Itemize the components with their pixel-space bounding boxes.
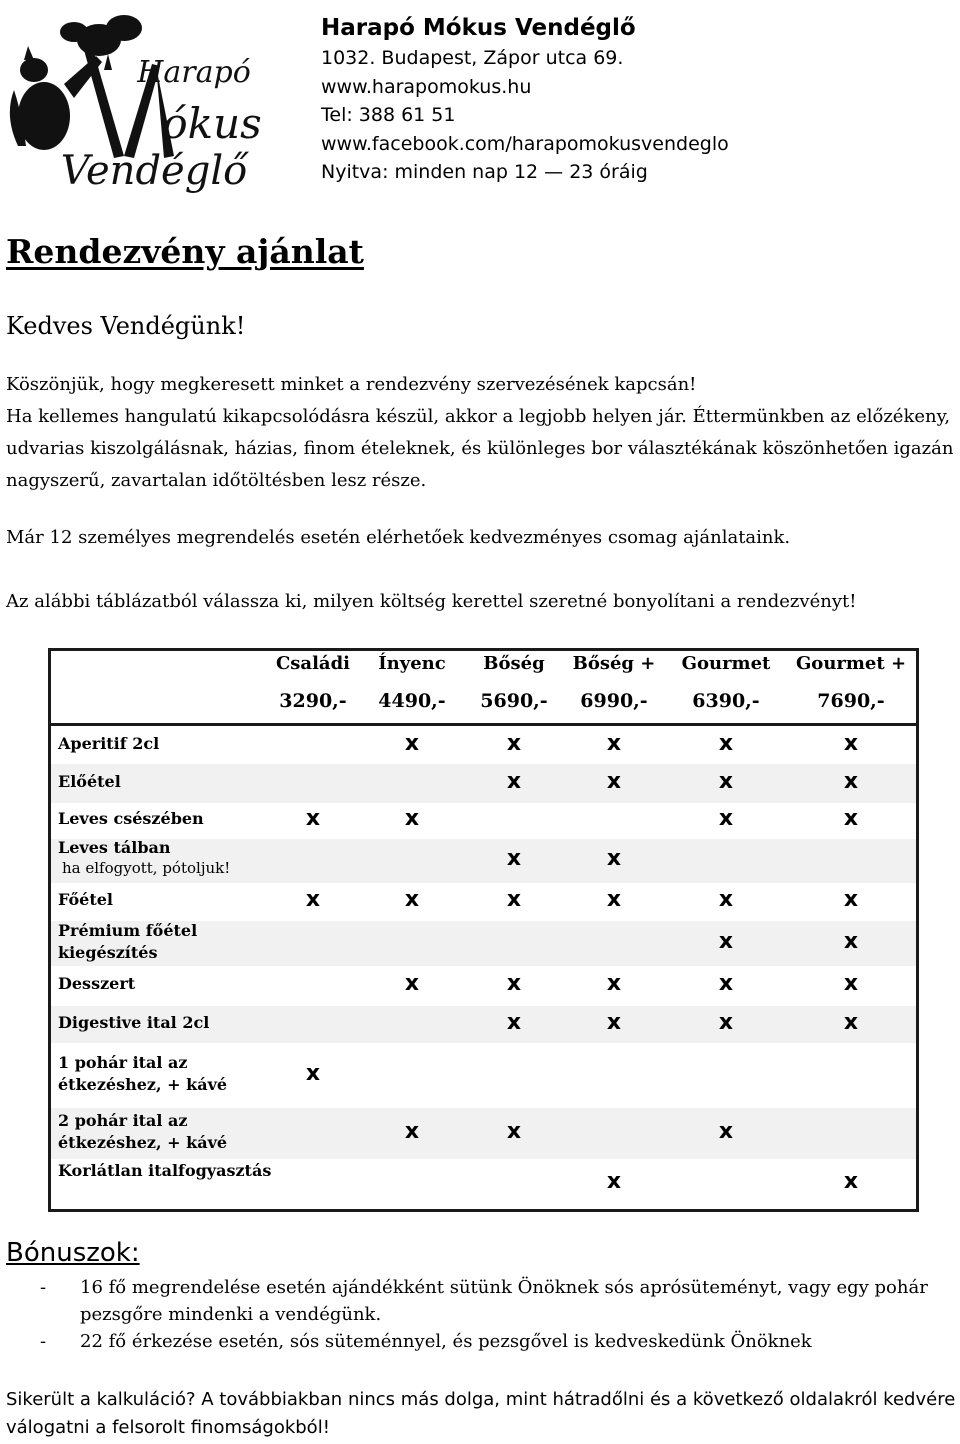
included-mark: x — [718, 1009, 734, 1035]
package-price: 6390,- — [692, 690, 760, 712]
included-mark: x — [404, 971, 420, 996]
included-mark: x — [404, 887, 420, 912]
included-mark: x — [606, 768, 622, 794]
included-mark: x — [843, 768, 859, 794]
included-mark: x — [506, 768, 522, 794]
row-label-text: Desszert — [58, 974, 136, 993]
package-name: Családi — [275, 653, 351, 674]
page-title: Rendezvény ajánlat — [6, 232, 364, 271]
package-name: Bőség — [483, 653, 545, 674]
included-mark: x — [506, 971, 522, 996]
included-mark: x — [606, 1009, 622, 1035]
row-label-text: Előétel — [58, 771, 121, 791]
phone: Tel: 388 61 51 — [321, 104, 456, 127]
greeting: Kedves Vendégünk! — [6, 312, 246, 340]
included-mark: x — [718, 806, 734, 831]
package-price: 3290,- — [279, 690, 347, 712]
intro-line: Köszönjük, hogy megkeresett minket a rendezvény szervezésének kapcsán! — [6, 374, 697, 395]
bonus-list — [40, 1274, 958, 1355]
row-label-text: Korlátlan italfogyasztás — [58, 1161, 272, 1180]
table-row-label — [58, 837, 288, 877]
included-mark: x — [606, 887, 622, 912]
included-mark: x — [305, 1060, 321, 1086]
table-row-label — [58, 1160, 288, 1182]
included-mark: x — [718, 731, 734, 756]
bonus-title: Bónuszok: — [6, 1238, 140, 1268]
package-name: Gourmet + — [795, 653, 907, 674]
included-mark: x — [606, 846, 622, 871]
intro-text — [6, 369, 956, 497]
bonus-item: - 16 fő megrendelése esetén ajándékként sütünk Önöknek sós aprósüteményt, vagy egy pohár pezsgőre mindenki a vendégünk. — [40, 1274, 958, 1328]
included-mark: x — [606, 971, 622, 996]
group-offer-text: Már 12 személyes megrendelés esetén elérhetőek kedvezményes csomag ajánlataink. — [6, 527, 791, 548]
logo-text-harapo: Harapó — [137, 55, 251, 90]
package-price: 4490,- — [378, 690, 446, 712]
restaurant-name: Harapó Mókus Vendéglő — [321, 15, 636, 41]
included-mark: x — [404, 1118, 420, 1144]
table-row-label — [58, 1012, 288, 1034]
included-mark: x — [606, 731, 622, 756]
table-row-label — [58, 771, 288, 793]
included-mark: x — [843, 806, 859, 831]
table-row-label — [58, 973, 288, 995]
included-mark: x — [843, 887, 859, 912]
row-label-text: Leves csészében — [58, 809, 204, 828]
table-row-label — [58, 1052, 288, 1096]
included-mark: x — [718, 928, 734, 954]
row-label-text: Főétel — [58, 890, 113, 909]
included-mark: x — [843, 928, 859, 954]
included-mark: x — [718, 768, 734, 794]
choose-text: Az alábbi táblázatból válassza ki, milyen költség kerettel szeretné bonyolítani a rendezvényt! — [6, 591, 857, 612]
row-label-text: 1 pohár ital az étkezéshez, + kávé — [58, 1052, 228, 1094]
logo-text-mokus: ókus — [162, 99, 262, 148]
package-name: Bőség + — [572, 653, 656, 674]
included-mark: x — [718, 1118, 734, 1144]
facebook-link[interactable]: www.facebook.com/harapomokusvendeglo — [321, 132, 729, 155]
package-price: 6990,- — [580, 690, 648, 712]
bonus-item: - 22 fő érkezése esetén, sós süteménnyel, és pezsgővel is kedveskedünk Önöknek — [40, 1328, 958, 1355]
contact-block — [321, 12, 729, 187]
table-row-label — [58, 889, 288, 911]
opening-hours: Nyitva: minden nap 12 — 23 óráig — [321, 161, 648, 184]
row-label-text: Digestive ital 2cl — [58, 1012, 210, 1032]
table-row-label — [58, 733, 288, 755]
address: 1032. Budapest, Zápor utca 69. — [321, 47, 624, 69]
included-mark: x — [404, 806, 420, 831]
included-mark: x — [843, 1009, 859, 1035]
included-mark: x — [843, 971, 859, 996]
intro-paragraph: Ha kellemes hangulatú kikapcsolódásra készül, akkor a legjobb helyen jár. Éttermünkben az előzékeny, udvarias kiszolgálásnak, házias, finom ételeknek, és különleges bor választékának köszönhetően igazán nagyszerű, zavartalan időtöltésben lesz része. — [6, 406, 954, 491]
closing-text: Sikerült a kalkuláció? A továbbiakban nincs más dolga, mint hátradőlni és a következő oldalakról kedvére válogatni a felsorolt finomságokból! — [6, 1389, 956, 1438]
package-price: 7690,- — [817, 690, 885, 712]
included-mark: x — [404, 731, 420, 756]
included-mark: x — [506, 731, 522, 756]
included-mark: x — [506, 846, 522, 871]
package-name: Ínyenc — [378, 653, 446, 674]
included-mark: x — [718, 971, 734, 996]
row-label-text: 2 pohár ital az étkezéshez, + kávé — [58, 1110, 228, 1152]
table-row-label — [58, 808, 288, 830]
website-link[interactable]: www.harapomokus.hu — [321, 75, 532, 98]
included-mark: x — [506, 887, 522, 912]
package-table — [48, 648, 919, 1212]
row-note: ha elfogyott, pótoljuk! — [62, 859, 231, 877]
included-mark: x — [506, 1118, 522, 1144]
package-price: 5690,- — [480, 690, 548, 712]
included-mark: x — [843, 1169, 859, 1194]
header-divider — [51, 723, 916, 726]
row-label-text: Prémium főétel kiegészítés — [58, 920, 198, 962]
included-mark: x — [305, 806, 321, 831]
table-row-label — [58, 920, 288, 964]
table-row-label — [58, 1110, 288, 1154]
included-mark: x — [305, 887, 321, 912]
included-mark: x — [718, 887, 734, 912]
included-mark: x — [606, 1169, 622, 1194]
row-label-text: Aperitif 2cl — [58, 734, 160, 753]
included-mark: x — [506, 1009, 522, 1035]
logo-text-vendeglo: Vendéglő — [60, 148, 248, 194]
restaurant-logo — [4, 6, 274, 196]
package-name: Gourmet — [681, 653, 771, 674]
included-mark: x — [843, 731, 859, 756]
row-label-text: Leves tálban — [58, 838, 171, 857]
